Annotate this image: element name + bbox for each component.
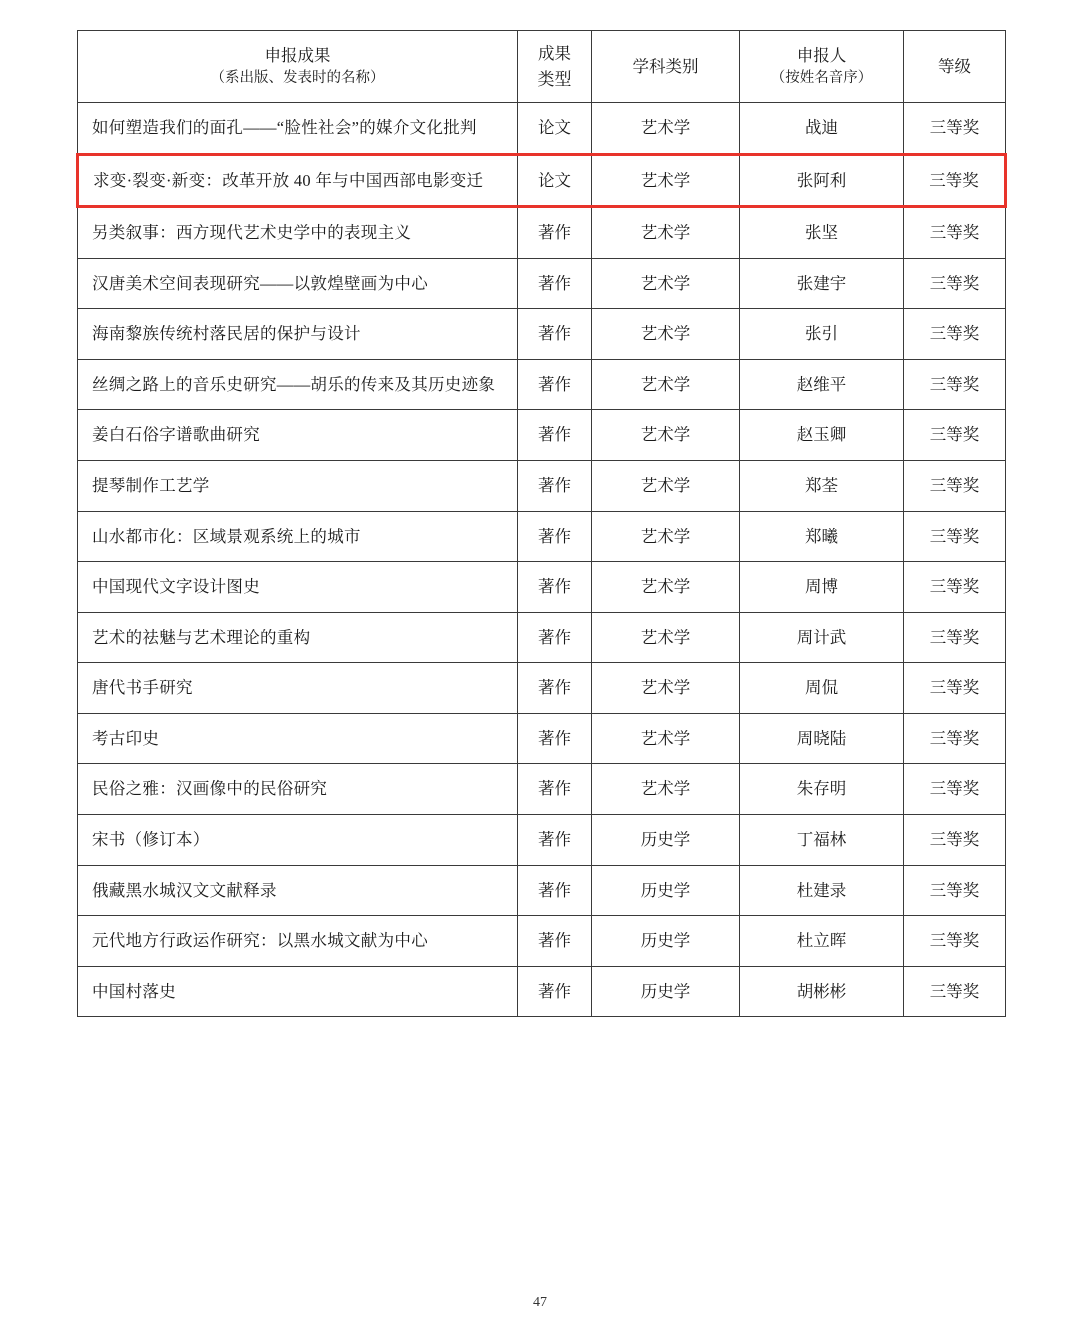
cell-person: 杜立晖 <box>740 916 904 967</box>
cell-level: 三等奖 <box>904 865 1006 916</box>
cell-person: 赵维平 <box>740 359 904 410</box>
cell-title: 俄藏黑水城汉文文献释录 <box>78 865 518 916</box>
cell-type: 著作 <box>518 966 592 1017</box>
cell-type: 著作 <box>518 410 592 461</box>
cell-field: 艺术学 <box>592 410 740 461</box>
column-header-level: 等级 <box>904 31 1006 103</box>
cell-level: 三等奖 <box>904 207 1006 259</box>
cell-person: 张坚 <box>740 207 904 259</box>
cell-field: 艺术学 <box>592 511 740 562</box>
cell-title: 海南黎族传统村落民居的保护与设计 <box>78 309 518 360</box>
cell-level: 三等奖 <box>904 966 1006 1017</box>
cell-title: 元代地方行政运作研究：以黑水城文献为中心 <box>78 916 518 967</box>
table-row <box>78 258 1006 309</box>
table-row <box>78 663 1006 714</box>
cell-title: 姜白石俗字谱歌曲研究 <box>78 410 518 461</box>
cell-level: 三等奖 <box>904 461 1006 512</box>
cell-type: 著作 <box>518 814 592 865</box>
cell-title: 艺术的祛魅与艺术理论的重构 <box>78 612 518 663</box>
cell-title: 考古印史 <box>78 713 518 764</box>
cell-level: 三等奖 <box>904 916 1006 967</box>
table-row <box>78 966 1006 1017</box>
column-header-title-sub: （系出版、发表时的名称） <box>210 70 385 87</box>
cell-person: 赵玉卿 <box>740 410 904 461</box>
table-row <box>78 612 1006 663</box>
cell-field: 艺术学 <box>592 258 740 309</box>
cell-person: 周计武 <box>740 612 904 663</box>
page-number: 47 <box>533 1295 547 1310</box>
cell-person: 张阿利 <box>740 154 904 207</box>
cell-title: 山水都市化：区域景观系统上的城市 <box>78 511 518 562</box>
cell-level: 三等奖 <box>904 154 1006 207</box>
cell-title: 如何塑造我们的面孔——“脸性社会”的媒介文化批判 <box>78 103 518 155</box>
cell-type: 著作 <box>518 764 592 815</box>
table-row <box>78 410 1006 461</box>
column-header-type <box>518 31 592 103</box>
cell-person: 郑曦 <box>740 511 904 562</box>
column-header-person-main: 申报人 <box>796 45 847 65</box>
cell-person: 杜建录 <box>740 865 904 916</box>
cell-type: 著作 <box>518 207 592 259</box>
cell-field: 艺术学 <box>592 207 740 259</box>
cell-field: 艺术学 <box>592 154 740 207</box>
cell-person: 朱存明 <box>740 764 904 815</box>
table-body <box>78 103 1006 1017</box>
cell-field: 艺术学 <box>592 612 740 663</box>
table-row <box>78 814 1006 865</box>
column-header-type-line2: 类型 <box>537 69 572 89</box>
table-header-row <box>78 31 1006 103</box>
cell-field: 艺术学 <box>592 461 740 512</box>
cell-title: 中国现代文字设计图史 <box>78 562 518 613</box>
column-header-title <box>78 31 518 103</box>
table-row <box>78 103 1006 155</box>
table-row <box>78 207 1006 259</box>
cell-level: 三等奖 <box>904 258 1006 309</box>
cell-type: 著作 <box>518 562 592 613</box>
table-header <box>78 31 1006 103</box>
cell-level: 三等奖 <box>904 814 1006 865</box>
column-header-field: 学科类别 <box>592 31 740 103</box>
column-header-title-main: 申报成果 <box>264 45 331 65</box>
cell-field: 艺术学 <box>592 663 740 714</box>
cell-level: 三等奖 <box>904 663 1006 714</box>
award-results-table <box>76 30 1007 1017</box>
cell-level: 三等奖 <box>904 764 1006 815</box>
table-row <box>78 562 1006 613</box>
cell-type: 著作 <box>518 258 592 309</box>
cell-type: 著作 <box>518 359 592 410</box>
cell-level: 三等奖 <box>904 562 1006 613</box>
cell-field: 历史学 <box>592 814 740 865</box>
cell-title: 另类叙事：西方现代艺术史学中的表现主义 <box>78 207 518 259</box>
cell-type: 著作 <box>518 713 592 764</box>
cell-level: 三等奖 <box>904 410 1006 461</box>
cell-title: 民俗之雅：汉画像中的民俗研究 <box>78 764 518 815</box>
cell-title: 求变·裂变·新变：改革开放 40 年与中国西部电影变迁 <box>78 154 518 207</box>
cell-type: 著作 <box>518 916 592 967</box>
table-row <box>78 865 1006 916</box>
column-header-person <box>740 31 904 103</box>
cell-field: 艺术学 <box>592 713 740 764</box>
column-header-type-line1: 成果 <box>538 44 571 63</box>
cell-person: 周博 <box>740 562 904 613</box>
cell-type: 著作 <box>518 663 592 714</box>
column-header-person-sub: （按姓名音序） <box>770 70 873 87</box>
table-row <box>78 359 1006 410</box>
cell-type: 著作 <box>518 511 592 562</box>
cell-type: 著作 <box>518 309 592 360</box>
cell-title: 唐代书手研究 <box>78 663 518 714</box>
cell-person: 战迪 <box>740 103 904 155</box>
cell-person: 张引 <box>740 309 904 360</box>
cell-level: 三等奖 <box>904 359 1006 410</box>
cell-field: 历史学 <box>592 966 740 1017</box>
cell-type: 论文 <box>518 154 592 207</box>
cell-person: 郑荃 <box>740 461 904 512</box>
cell-person: 胡彬彬 <box>740 966 904 1017</box>
cell-field: 艺术学 <box>592 309 740 360</box>
cell-person: 丁福林 <box>740 814 904 865</box>
cell-level: 三等奖 <box>904 309 1006 360</box>
table-row <box>78 309 1006 360</box>
cell-person: 张建宇 <box>740 258 904 309</box>
cell-title: 丝绸之路上的音乐史研究——胡乐的传来及其历史迹象 <box>78 359 518 410</box>
cell-title: 宋书（修订本） <box>78 814 518 865</box>
cell-field: 艺术学 <box>592 764 740 815</box>
table-row <box>78 154 1006 207</box>
cell-title: 提琴制作工艺学 <box>78 461 518 512</box>
cell-level: 三等奖 <box>904 511 1006 562</box>
cell-title: 汉唐美术空间表现研究——以敦煌壁画为中心 <box>78 258 518 309</box>
cell-level: 三等奖 <box>904 103 1006 155</box>
cell-person: 周侃 <box>740 663 904 714</box>
cell-field: 艺术学 <box>592 103 740 155</box>
cell-field: 艺术学 <box>592 359 740 410</box>
cell-person: 周晓陆 <box>740 713 904 764</box>
cell-type: 著作 <box>518 461 592 512</box>
table-row <box>78 461 1006 512</box>
table-row <box>78 511 1006 562</box>
table-row <box>78 713 1006 764</box>
cell-type: 著作 <box>518 865 592 916</box>
cell-field: 艺术学 <box>592 562 740 613</box>
cell-type: 论文 <box>518 103 592 155</box>
table-row <box>78 916 1006 967</box>
cell-level: 三等奖 <box>904 612 1006 663</box>
cell-field: 历史学 <box>592 916 740 967</box>
cell-type: 著作 <box>518 612 592 663</box>
cell-field: 历史学 <box>592 865 740 916</box>
table-row <box>78 764 1006 815</box>
cell-title: 中国村落史 <box>78 966 518 1017</box>
cell-level: 三等奖 <box>904 713 1006 764</box>
